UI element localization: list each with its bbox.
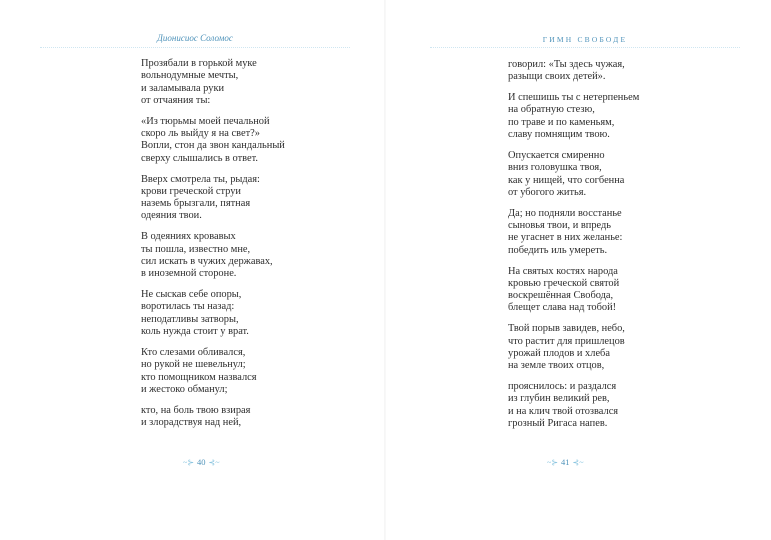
verse-line: Опускается смиренно [508, 149, 605, 161]
verse-line: «Из тюрьмы моей печальной [141, 115, 270, 127]
verse-line: Прозябали в горькой муке [141, 58, 257, 69]
verse-line: и заламывала руки [141, 82, 225, 94]
ornament-icon: ~⊱ [547, 458, 559, 467]
verse-line: воротилась ты назад: [141, 301, 235, 313]
verse-line: как у нищей, что согбенна [508, 174, 625, 186]
verse-line: победить иль умереть. [508, 244, 608, 256]
verse-line: Кто слезами обливался, [141, 346, 246, 358]
page-number [180, 457, 223, 468]
stanza [141, 174, 285, 223]
verse-line: Да; но подняли восстанье [508, 207, 622, 219]
verse-line: неподатливы затворы, [141, 313, 239, 325]
poem-text [508, 59, 639, 439]
stanza [141, 405, 285, 430]
header-rule [430, 47, 740, 48]
verse-line: от убогого житья. [508, 186, 587, 198]
verse-line: крови греческой струи [141, 185, 241, 197]
verse-line: сверху слышались в ответ. [141, 152, 258, 164]
verse-line: по траве и по каменьям, [508, 116, 615, 128]
stanza [508, 323, 639, 372]
verse-line: На святых костях народа [508, 265, 618, 277]
verse-line: прояснилось: и раздался [508, 381, 617, 393]
verse-line: Вверх смотрела ты, рыдая: [141, 173, 260, 185]
verse-line: скоро ль выйду я на свет?» [141, 128, 260, 140]
verse-line: Твой порыв завидев, небо, [508, 323, 625, 335]
page-number-value: 41 [561, 457, 570, 467]
ornament-icon: ~⊱ [183, 458, 195, 467]
stanza [141, 58, 285, 107]
verse-line: не угаснет в них желанье: [508, 232, 623, 244]
verse-line: вольнодумные мечты, [141, 70, 239, 82]
right-page [386, 0, 771, 540]
verse-line: наземь брызгали, пятная [141, 198, 251, 210]
verse-line: Вопли, стон да звон кандальный [141, 140, 285, 152]
page-number [544, 457, 587, 468]
verse-line: но рукой не шевельнул; [141, 359, 246, 371]
verse-line: В одеяниях кровавых [141, 231, 236, 243]
page-number-value: 40 [197, 457, 206, 467]
verse-line: кто, на боль твою взирая [141, 404, 251, 416]
ornament-icon: ⊰~ [208, 458, 220, 467]
verse-line: и жестоко обманул; [141, 383, 228, 395]
stanza [508, 208, 639, 257]
verse-line: воскрешённая Свобода, [508, 290, 614, 302]
stanza [508, 92, 639, 141]
stanza [141, 231, 285, 280]
verse-line: Не сыскав себе опоры, [141, 289, 242, 301]
verse-line: вниз головушка твоя, [508, 162, 602, 174]
verse-line: из глубин великий рев, [508, 393, 610, 405]
verse-line: и на клич твой отозвался [508, 405, 619, 417]
stanza [141, 347, 285, 396]
verse-line: урожай плодов и хлеба [508, 347, 610, 359]
verse-line: И спешишь ты с нетерпеньем [508, 92, 640, 104]
stanza [508, 381, 639, 430]
verse-line: что растит для пришлецов [508, 335, 625, 347]
verse-line: и злорадствуя над ней, [141, 416, 242, 428]
verse-line: кровью греческой святой [508, 277, 620, 289]
verse-line: блещет слава над тобой! [508, 302, 617, 314]
stanza [141, 116, 285, 165]
stanza [141, 289, 285, 338]
poem-text [141, 58, 285, 438]
verse-line: на обратную стезю, [508, 104, 595, 116]
verse-line: разыщи своих детей». [508, 71, 606, 83]
ornament-icon: ⊰~ [572, 458, 584, 467]
verse-line: сыновья твои, и впредь [508, 220, 612, 232]
verse-line: сил искать в чужих державах, [141, 255, 273, 267]
header-rule [40, 47, 350, 48]
verse-line: грозный Ригаса напев. [508, 417, 608, 429]
verse-line: ты пошла, известно мне, [141, 243, 251, 255]
verse-line: говорил: «Ты здесь чужая, [508, 59, 625, 70]
verse-line: славу помнящим твою. [508, 129, 610, 141]
verse-line: одеяния твои. [141, 210, 202, 222]
verse-line: кто помощником назвался [141, 371, 257, 383]
verse-line: коль нужда стоит у врат. [141, 326, 249, 338]
stanza [508, 266, 639, 315]
running-head-title: ГИМН СВОБОДЕ [542, 35, 628, 44]
verse-line: на земле твоих отцов, [508, 360, 605, 372]
stanza [508, 150, 639, 199]
stanza [508, 59, 639, 84]
verse-line: от отчаяния ты: [141, 94, 211, 106]
left-page [0, 0, 385, 540]
running-head-author: Дионисиос Соломос [157, 33, 233, 43]
verse-line: в иноземной стороне. [141, 268, 237, 280]
